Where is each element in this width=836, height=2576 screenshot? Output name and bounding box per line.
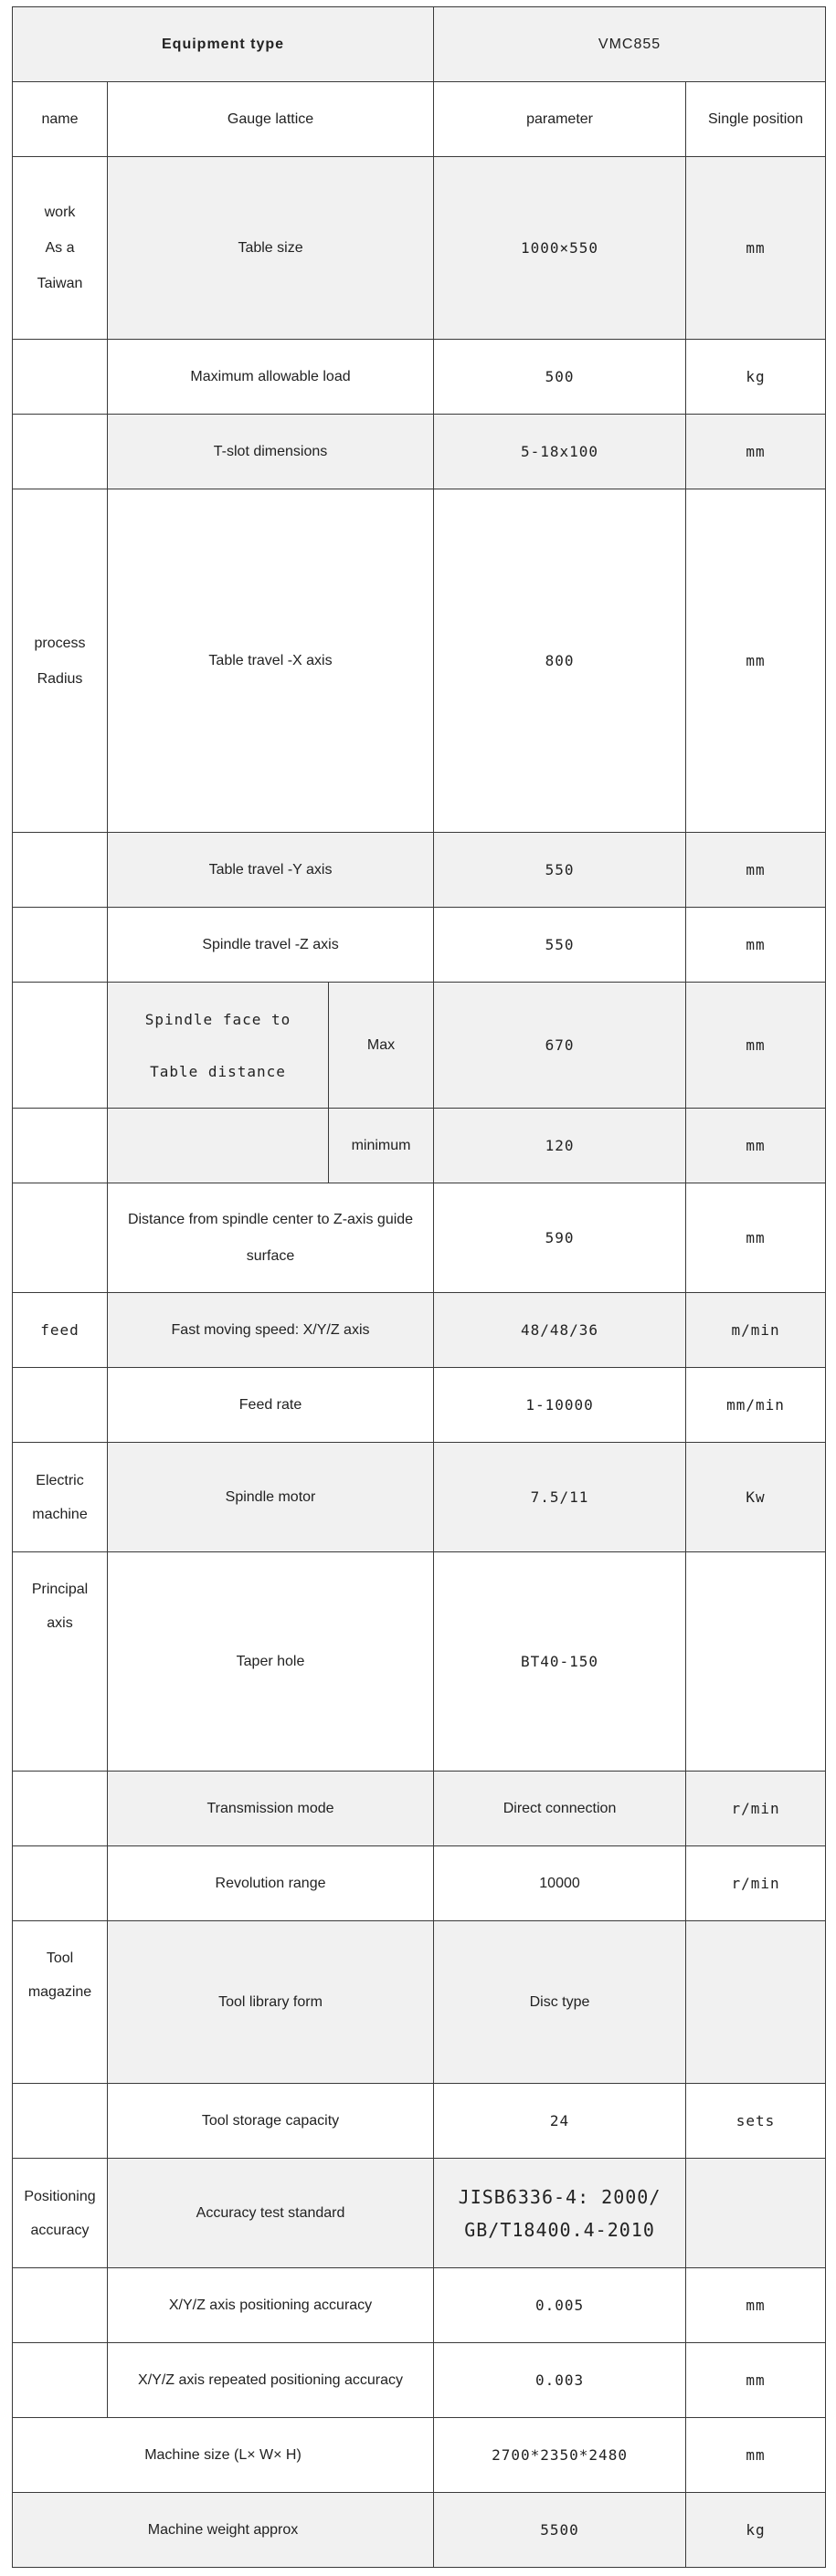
row-label: Transmission mode (108, 1772, 434, 1846)
row-value: 7.5/11 (434, 1443, 686, 1552)
row-label: Machine weight approx (13, 2493, 434, 2568)
row-label-line: surface (246, 1247, 295, 1264)
table-row (13, 2418, 826, 2493)
row-label: X/Y/Z axis positioning accuracy (108, 2268, 434, 2343)
row-unit (686, 1552, 826, 1772)
sub-label-max: Max (329, 983, 434, 1109)
category-line: Tool (46, 1950, 74, 1966)
category-cell (13, 983, 108, 1109)
category-cell (13, 833, 108, 908)
row-unit: mm (686, 833, 826, 908)
model-name: VMC855 (434, 7, 826, 82)
table-row (13, 2493, 826, 2568)
column-header-row (13, 82, 826, 157)
row-unit: mm (686, 2343, 826, 2418)
category-cell (13, 415, 108, 489)
row-value: 5500 (434, 2493, 686, 2568)
row-label (108, 1183, 434, 1293)
category-cell (13, 1183, 108, 1293)
row-value: 120 (434, 1109, 686, 1183)
row-value-line: JISB6336-4: 2000/ (458, 2185, 661, 2208)
row-unit: r/min (686, 1846, 826, 1921)
row-label: Taper hole (108, 1552, 434, 1772)
row-unit: mm (686, 983, 826, 1109)
spindle-face-line: Table distance (150, 1062, 286, 1080)
row-unit (686, 2159, 826, 2268)
table-row (13, 908, 826, 983)
col-gauge: Gauge lattice (108, 82, 434, 157)
row-label: Spindle travel -Z axis (108, 908, 434, 983)
category-line: accuracy (30, 2222, 90, 2238)
row-value: 0.003 (434, 2343, 686, 2418)
row-value: BT40-150 (434, 1552, 686, 1772)
row-value: 670 (434, 983, 686, 1109)
row-value: 800 (434, 489, 686, 833)
row-label: Table travel -X axis (108, 489, 434, 833)
row-label: Maximum allowable load (108, 340, 434, 415)
category-cell (13, 1552, 108, 1772)
row-value: 2700*2350*2480 (434, 2418, 686, 2493)
category-line: Radius (37, 670, 83, 687)
table-row (13, 1846, 826, 1921)
category-line: work (44, 205, 76, 220)
category-line: Taiwan (37, 276, 83, 291)
category-cell (13, 908, 108, 983)
row-value: Disc type (434, 1921, 686, 2084)
row-unit: mm (686, 1109, 826, 1183)
row-value: 1-10000 (434, 1368, 686, 1443)
row-unit: m/min (686, 1293, 826, 1368)
row-label: Tool library form (108, 1921, 434, 2084)
table-row (13, 340, 826, 415)
category-cell (13, 1368, 108, 1443)
table-row (13, 2084, 826, 2159)
category-line: magazine (27, 1984, 92, 2000)
row-unit: mm/min (686, 1368, 826, 1443)
table-row (13, 1109, 826, 1183)
header-row (13, 7, 826, 82)
row-label: Feed rate (108, 1368, 434, 1443)
row-label-line: Distance from spindle center to Z-axis guide (127, 1211, 414, 1227)
row-value: Direct connection (434, 1772, 686, 1846)
row-unit: sets (686, 2084, 826, 2159)
table-row (13, 2159, 826, 2268)
row-value-line: GB/T18400.4-2010 (464, 2218, 655, 2241)
category-line: Electric (36, 1472, 84, 1488)
row-label: Spindle motor (108, 1443, 434, 1552)
col-parameter: parameter (434, 82, 686, 157)
row-unit: Kw (686, 1443, 826, 1552)
category-line: Principal (31, 1582, 89, 1597)
category-line: As a (45, 240, 75, 256)
row-unit: mm (686, 157, 826, 340)
row-label: Tool storage capacity (108, 2084, 434, 2159)
row-label: Table travel -Y axis (108, 833, 434, 908)
table-row (13, 983, 826, 1109)
table-row (13, 2268, 826, 2343)
row-unit (686, 1921, 826, 2084)
table-row (13, 1921, 826, 2084)
category-cell (13, 1846, 108, 1921)
table-row (13, 1443, 826, 1552)
table-row (13, 1772, 826, 1846)
table-row (13, 157, 826, 340)
category-cell (13, 1772, 108, 1846)
category-line: Positioning (24, 2188, 96, 2204)
row-value: 550 (434, 833, 686, 908)
row-unit: kg (686, 2493, 826, 2568)
category-cell (13, 2343, 108, 2418)
category-line: process (34, 635, 86, 651)
category-cell (13, 157, 108, 340)
equipment-type-label: Equipment type (13, 7, 434, 82)
row-value: 550 (434, 908, 686, 983)
spindle-face-line: Spindle face to (144, 1010, 291, 1028)
row-unit: kg (686, 340, 826, 415)
row-label: Fast moving speed: X/Y/Z axis (108, 1293, 434, 1368)
category-cell (13, 2268, 108, 2343)
row-label: Accuracy test standard (108, 2159, 434, 2268)
sub-label-min: minimum (329, 1109, 434, 1183)
table-row (13, 1552, 826, 1772)
row-label: Machine size (L× W× H) (13, 2418, 434, 2493)
row-unit: mm (686, 908, 826, 983)
row-label: Table size (108, 157, 434, 340)
category-cell (13, 2084, 108, 2159)
spindle-face-label (108, 983, 329, 1109)
row-unit: mm (686, 489, 826, 833)
table-row (13, 415, 826, 489)
row-value: 1000×550 (434, 157, 686, 340)
row-unit: mm (686, 2418, 826, 2493)
category-cell (13, 1921, 108, 2084)
category-cell (13, 1443, 108, 1552)
row-unit: mm (686, 2268, 826, 2343)
spec-table (12, 6, 826, 2568)
row-value: 5-18x100 (434, 415, 686, 489)
row-unit: mm (686, 415, 826, 489)
category-cell: feed (13, 1293, 108, 1368)
table-row (13, 489, 826, 833)
row-value: 10000 (434, 1846, 686, 1921)
category-line: axis (47, 1615, 73, 1631)
category-cell (13, 340, 108, 415)
col-name: name (13, 82, 108, 157)
row-label: X/Y/Z axis repeated positioning accuracy (108, 2343, 434, 2418)
row-value (434, 2159, 686, 2268)
category-cell (13, 489, 108, 833)
row-value: 48/48/36 (434, 1293, 686, 1368)
category-cell (13, 2159, 108, 2268)
category-line: machine (32, 1506, 88, 1522)
col-unit: Single position (686, 82, 826, 157)
empty-label (108, 1109, 329, 1183)
table-row (13, 1293, 826, 1368)
category-cell (13, 1109, 108, 1183)
row-label: Revolution range (108, 1846, 434, 1921)
row-unit: mm (686, 1183, 826, 1293)
table-row (13, 833, 826, 908)
row-value: 0.005 (434, 2268, 686, 2343)
row-unit: r/min (686, 1772, 826, 1846)
row-value: 590 (434, 1183, 686, 1293)
table-row (13, 1183, 826, 1293)
row-label: T-slot dimensions (108, 415, 434, 489)
row-value: 24 (434, 2084, 686, 2159)
table-row (13, 2343, 826, 2418)
row-value: 500 (434, 340, 686, 415)
table-row (13, 1368, 826, 1443)
